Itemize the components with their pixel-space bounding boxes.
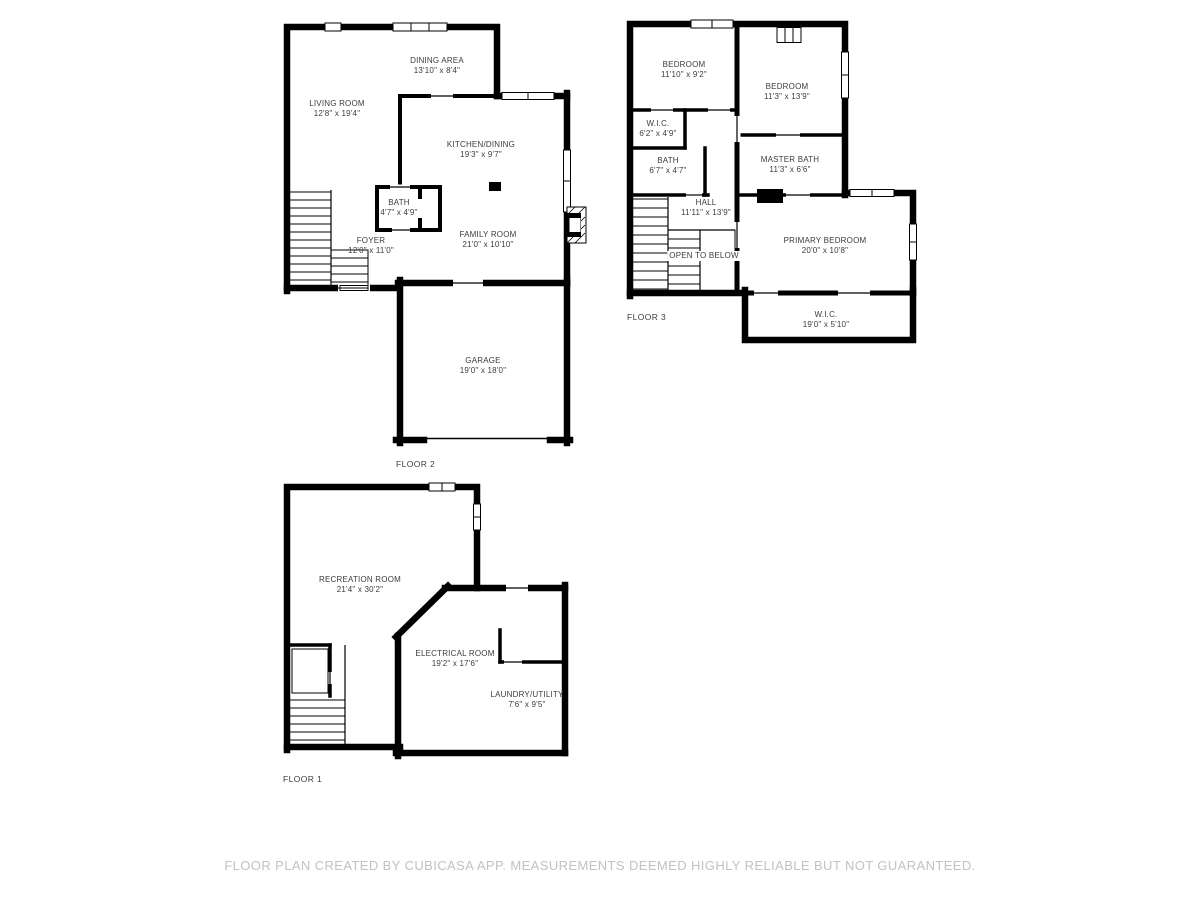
- room-label-foyer: FOYER 12'0" x 11'0": [348, 236, 394, 255]
- room-label-hall: HALL 11'11" x 13'9": [681, 198, 731, 217]
- floor1-stairs: [290, 645, 345, 750]
- room-label-electrical-room: ELECTRICAL ROOM 19'2" x 17'6": [415, 649, 495, 668]
- floor3-caption: FLOOR 3: [627, 312, 667, 322]
- floor3-closet-nook: [777, 28, 801, 43]
- room-label-bath-floor2: BATH 4'7" x 4'9": [380, 198, 418, 217]
- floor2-door-openings: [338, 92, 483, 292]
- floor1-caption: FLOOR 1: [283, 774, 323, 784]
- room-label-living-room: LIVING ROOM 12'8" x 19'4": [309, 99, 365, 118]
- floor1-door-openings: [327, 584, 529, 684]
- label-open-to-below: OPEN TO BELOW: [669, 251, 739, 260]
- floor2-caption: FLOOR 2: [396, 459, 436, 469]
- room-label-dining-area: DINING AREA 13'10" x 8'4": [410, 56, 464, 75]
- floor2-walls-exterior: [287, 27, 570, 443]
- room-label-laundry-utility: LAUNDRY/UTILITY 7'6" x 9'5": [490, 690, 564, 709]
- floor3-fixture-block: [757, 189, 783, 203]
- room-label-bath-floor3: BATH 6'7" x 4'7": [649, 156, 687, 175]
- floor3-windows: [691, 20, 917, 260]
- floor2-kitchen-island: [489, 182, 501, 191]
- footer-disclaimer: FLOOR PLAN CREATED BY CUBICASA APP. MEASUREMENTS DEEMED HIGHLY RELIABLE BUT NOT GUARANTEED.: [224, 858, 976, 873]
- room-label-bedroom-2: BEDROOM 11'3" x 13'9": [764, 82, 810, 101]
- floor2-fireplace-chimney: [567, 207, 586, 243]
- room-label-wic-large: W.I.C. 19'0" x 5'10": [802, 310, 850, 329]
- room-label-garage: GARAGE 19'0" x 18'0": [459, 356, 507, 375]
- room-label-primary-bedroom: PRIMARY BEDROOM 20'0" x 10'8": [783, 236, 867, 255]
- room-label-wic-small: W.I.C. 6'2" x 4'9": [639, 119, 677, 138]
- room-label-bedroom-1: BEDROOM 11'10" x 9'2": [661, 60, 707, 79]
- room-label-family-room: FAMILY ROOM 21'0" x 10'10": [459, 230, 517, 249]
- room-label-recreation-room: RECREATION ROOM 21'4" x 30'2": [319, 575, 401, 594]
- room-label-master-bath: MASTER BATH 11'3" x 6'6": [760, 155, 820, 174]
- room-label-kitchen-dining: KITCHEN/DINING 19'3" x 9'7": [446, 140, 516, 159]
